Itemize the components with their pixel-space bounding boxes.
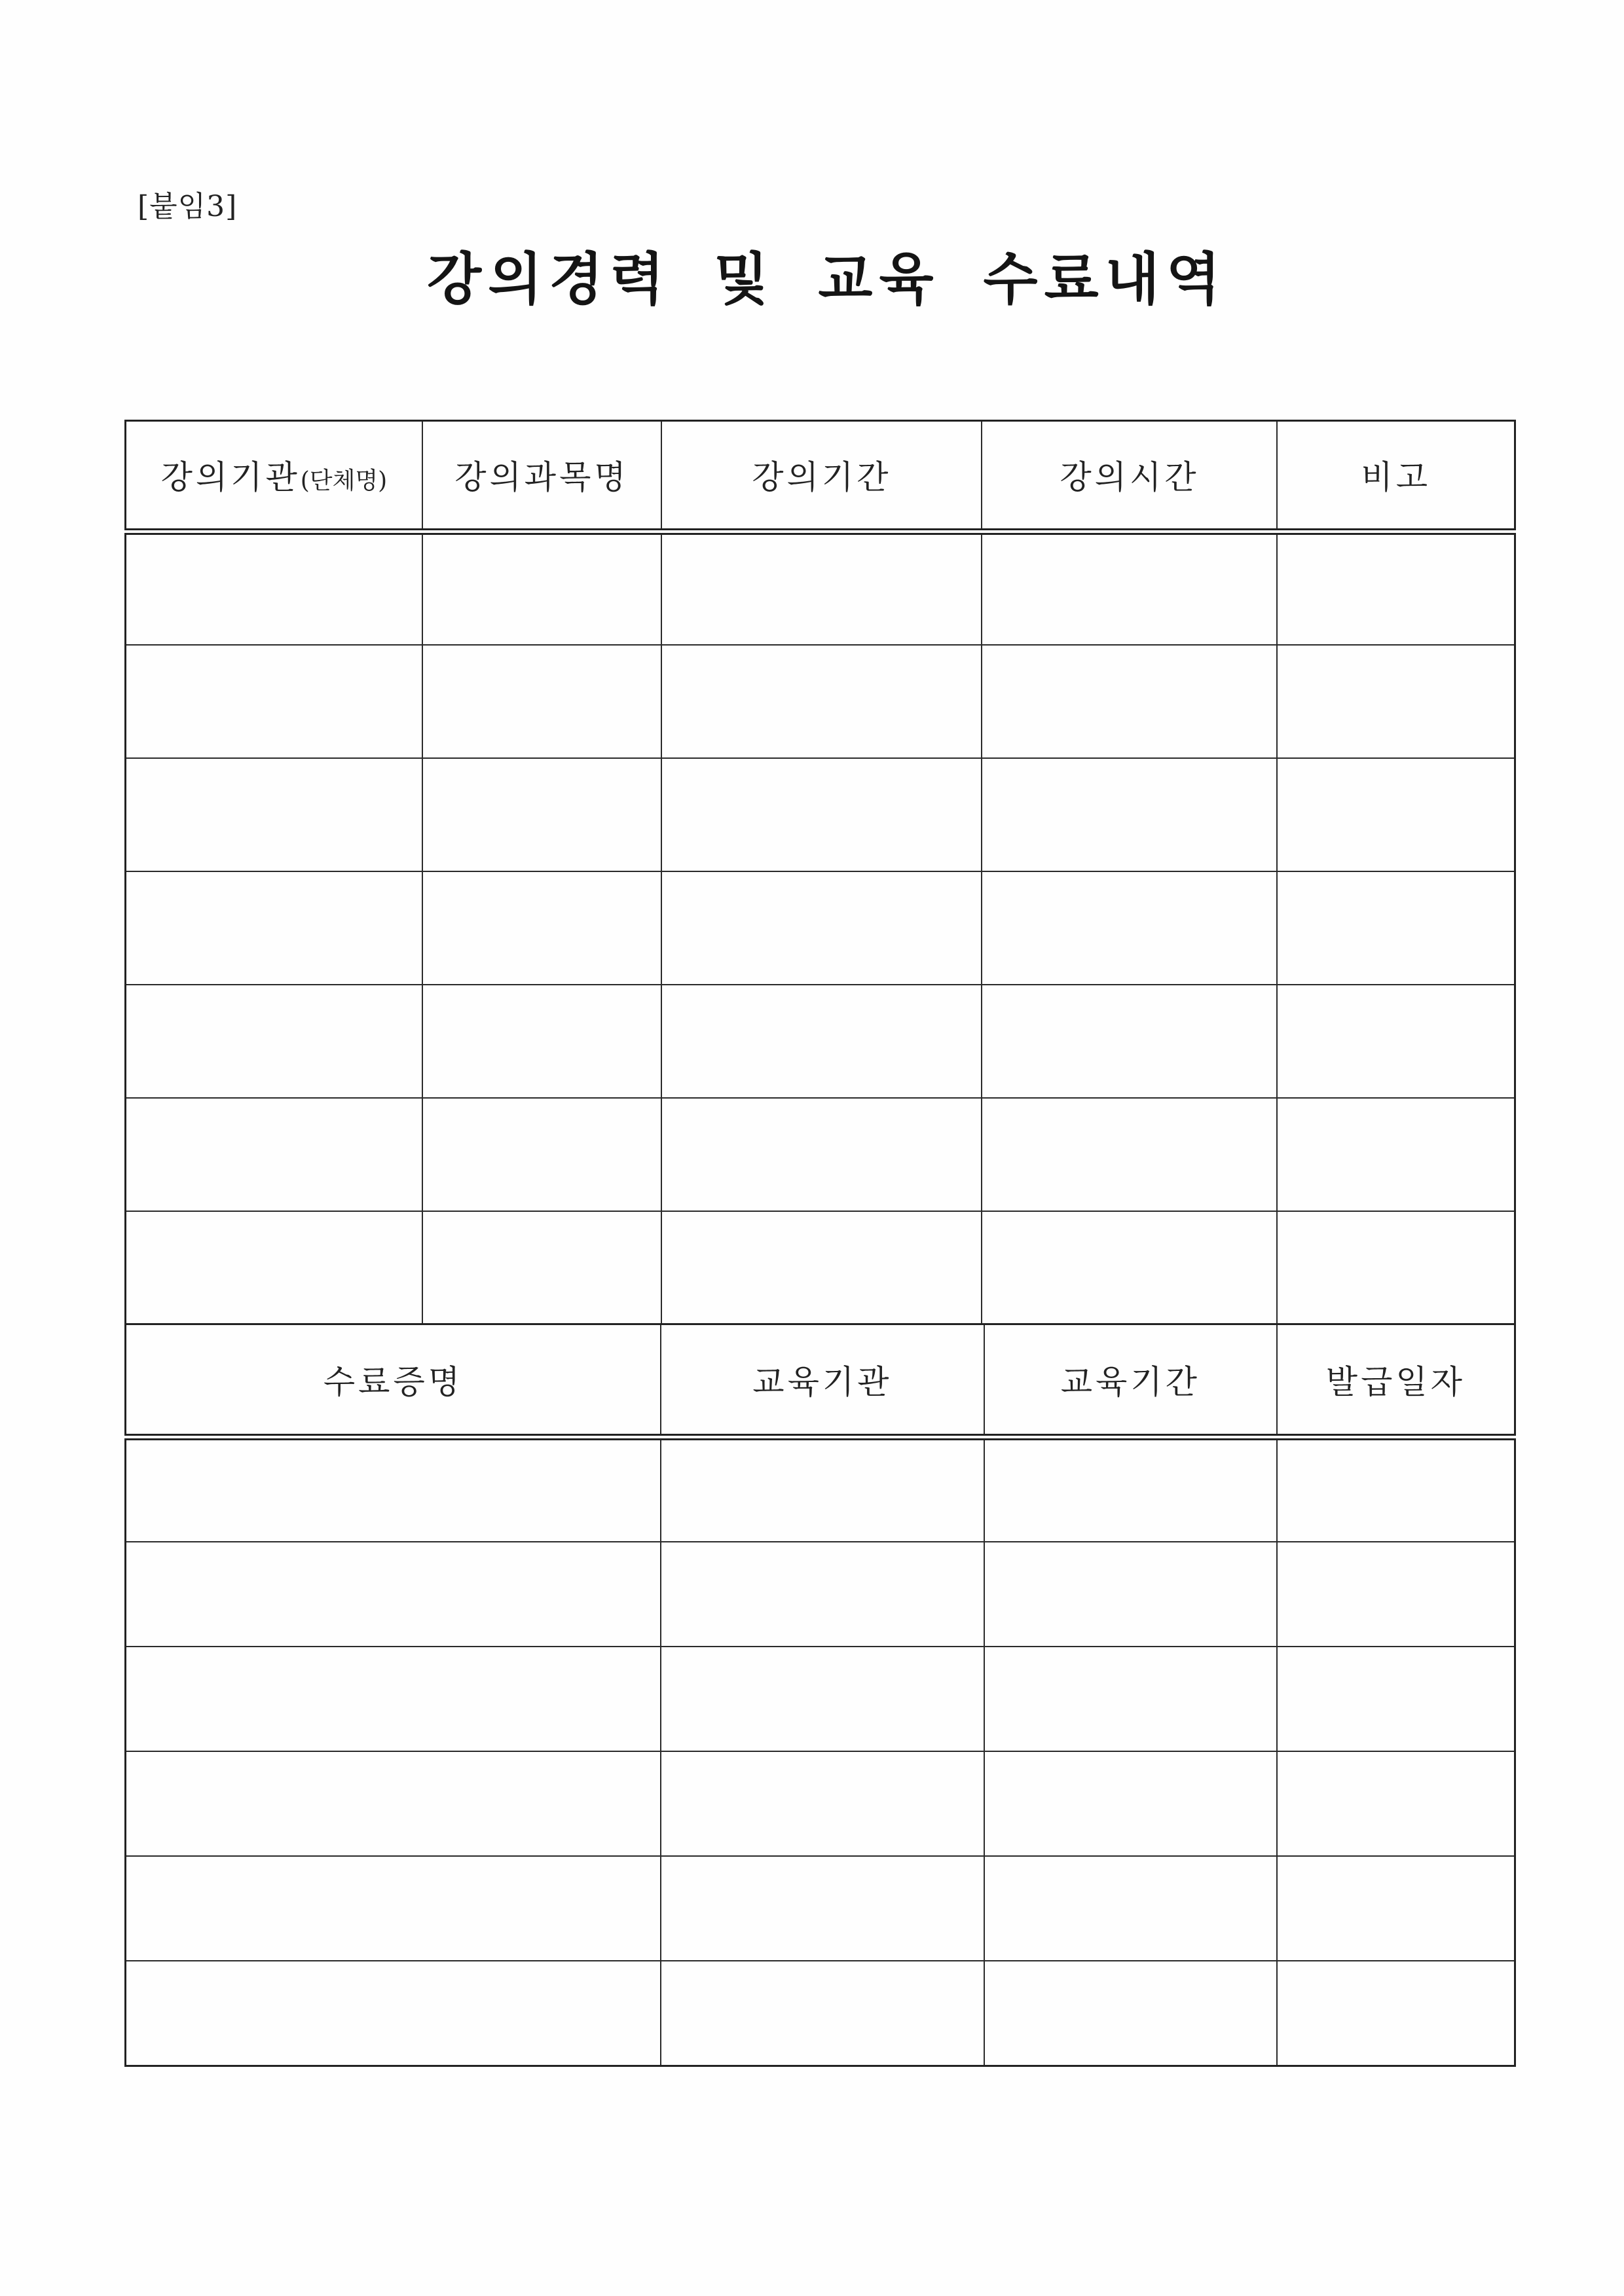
issue-date-header-label: 발급일자 xyxy=(1325,1363,1466,1401)
completion-certificate-header xyxy=(126,1325,661,1437)
attachment-label: [붙임3] xyxy=(138,190,238,223)
lecture-hours-cell xyxy=(982,758,1277,871)
training-institution-cell xyxy=(661,1437,984,1542)
training-period-cell xyxy=(984,1856,1277,1961)
lecture-row xyxy=(126,985,1515,1098)
lecture-subject-header-label: 강의과목명 xyxy=(454,458,629,497)
lecture-period-cell xyxy=(661,1098,982,1211)
training-row xyxy=(126,1751,1515,1856)
lecture-hours-header xyxy=(982,421,1277,532)
lecture-period-cell xyxy=(661,645,982,758)
training-institution-header xyxy=(661,1325,984,1437)
training-period-header xyxy=(984,1325,1277,1437)
lecture-institution-cell xyxy=(126,758,422,871)
lecture-subject-cell xyxy=(422,871,661,985)
lecture-hours-cell xyxy=(982,1211,1277,1324)
issue-date-cell xyxy=(1277,1542,1515,1647)
lecture-career-table xyxy=(124,420,1516,1325)
lecture-period-cell xyxy=(661,532,982,645)
lecture-subject-cell xyxy=(422,645,661,758)
completion-certificate-cell xyxy=(126,1856,661,1961)
completion-certificate-cell xyxy=(126,1437,661,1542)
remarks-cell xyxy=(1277,645,1515,758)
lecture-hours-cell xyxy=(982,645,1277,758)
remarks-header-label: 비고 xyxy=(1361,458,1431,497)
completion-certificate-cell xyxy=(126,1647,661,1751)
lecture-hours-header-label: 강의시간 xyxy=(1060,458,1200,497)
lecture-row xyxy=(126,645,1515,758)
lecture-row xyxy=(126,532,1515,645)
training-institution-cell xyxy=(661,1961,984,2066)
training-row xyxy=(126,1647,1515,1751)
remarks-cell xyxy=(1277,532,1515,645)
issue-date-header xyxy=(1277,1325,1515,1437)
issue-date-cell xyxy=(1277,1437,1515,1542)
lecture-hours-cell xyxy=(982,871,1277,985)
lecture-subject-cell xyxy=(422,758,661,871)
training-period-cell xyxy=(984,1961,1277,2066)
training-period-cell xyxy=(984,1437,1277,1542)
lecture-hours-cell xyxy=(982,1098,1277,1211)
lecture-period-cell xyxy=(661,871,982,985)
completion-certificate-cell xyxy=(126,1751,661,1856)
lecture-institution-cell xyxy=(126,645,422,758)
document-title: 강의경력 및 교육 수료내역 xyxy=(427,246,1227,312)
lecture-institution-header-label: 강의기관 xyxy=(160,458,301,497)
remarks-cell xyxy=(1277,871,1515,985)
training-row xyxy=(126,1856,1515,1961)
training-row xyxy=(126,1961,1515,2066)
training-institution-cell xyxy=(661,1542,984,1647)
training-period-header-label: 교육기간 xyxy=(1060,1363,1200,1401)
lecture-institution-header-sublabel: (단체명) xyxy=(300,467,388,495)
lecture-subject-cell xyxy=(422,532,661,645)
training-header-row xyxy=(126,1325,1515,1437)
lecture-period-cell xyxy=(661,985,982,1098)
lecture-header-row xyxy=(126,421,1515,532)
training-institution-cell xyxy=(661,1647,984,1751)
completion-certificate-header-label: 수료증명 xyxy=(323,1363,464,1401)
lecture-institution-cell xyxy=(126,985,422,1098)
issue-date-cell xyxy=(1277,1647,1515,1751)
lecture-subject-cell xyxy=(422,985,661,1098)
completion-certificate-cell xyxy=(126,1542,661,1647)
remarks-cell xyxy=(1277,985,1515,1098)
lecture-row xyxy=(126,758,1515,871)
issue-date-cell xyxy=(1277,1751,1515,1856)
lecture-period-cell xyxy=(661,1211,982,1324)
remarks-cell xyxy=(1277,1098,1515,1211)
lecture-subject-cell xyxy=(422,1211,661,1324)
lecture-institution-cell xyxy=(126,1098,422,1211)
record-form xyxy=(124,420,1516,2067)
lecture-period-header-label: 강의기간 xyxy=(752,458,892,497)
issue-date-cell xyxy=(1277,1856,1515,1961)
lecture-period-cell xyxy=(661,758,982,871)
issue-date-cell xyxy=(1277,1961,1515,2066)
lecture-row xyxy=(126,871,1515,985)
lecture-institution-cell xyxy=(126,1211,422,1324)
lecture-subject-cell xyxy=(422,1098,661,1211)
training-row xyxy=(126,1542,1515,1647)
lecture-institution-cell xyxy=(126,871,422,985)
completion-certificate-cell xyxy=(126,1961,661,2066)
training-period-cell xyxy=(984,1751,1277,1856)
lecture-hours-cell xyxy=(982,532,1277,645)
training-period-cell xyxy=(984,1542,1277,1647)
lecture-subject-header xyxy=(422,421,661,532)
training-institution-cell xyxy=(661,1751,984,1856)
lecture-institution-header xyxy=(126,421,422,532)
lecture-period-header xyxy=(661,421,982,532)
lecture-row xyxy=(126,1211,1515,1324)
lecture-row xyxy=(126,1098,1515,1211)
training-institution-header-label: 교육기관 xyxy=(752,1363,893,1401)
remarks-cell xyxy=(1277,1211,1515,1324)
training-row xyxy=(126,1437,1515,1542)
training-period-cell xyxy=(984,1647,1277,1751)
lecture-hours-cell xyxy=(982,985,1277,1098)
lecture-institution-cell xyxy=(126,532,422,645)
remarks-header xyxy=(1277,421,1515,532)
training-completion-table xyxy=(124,1325,1516,2067)
training-institution-cell xyxy=(661,1856,984,1961)
remarks-cell xyxy=(1277,758,1515,871)
